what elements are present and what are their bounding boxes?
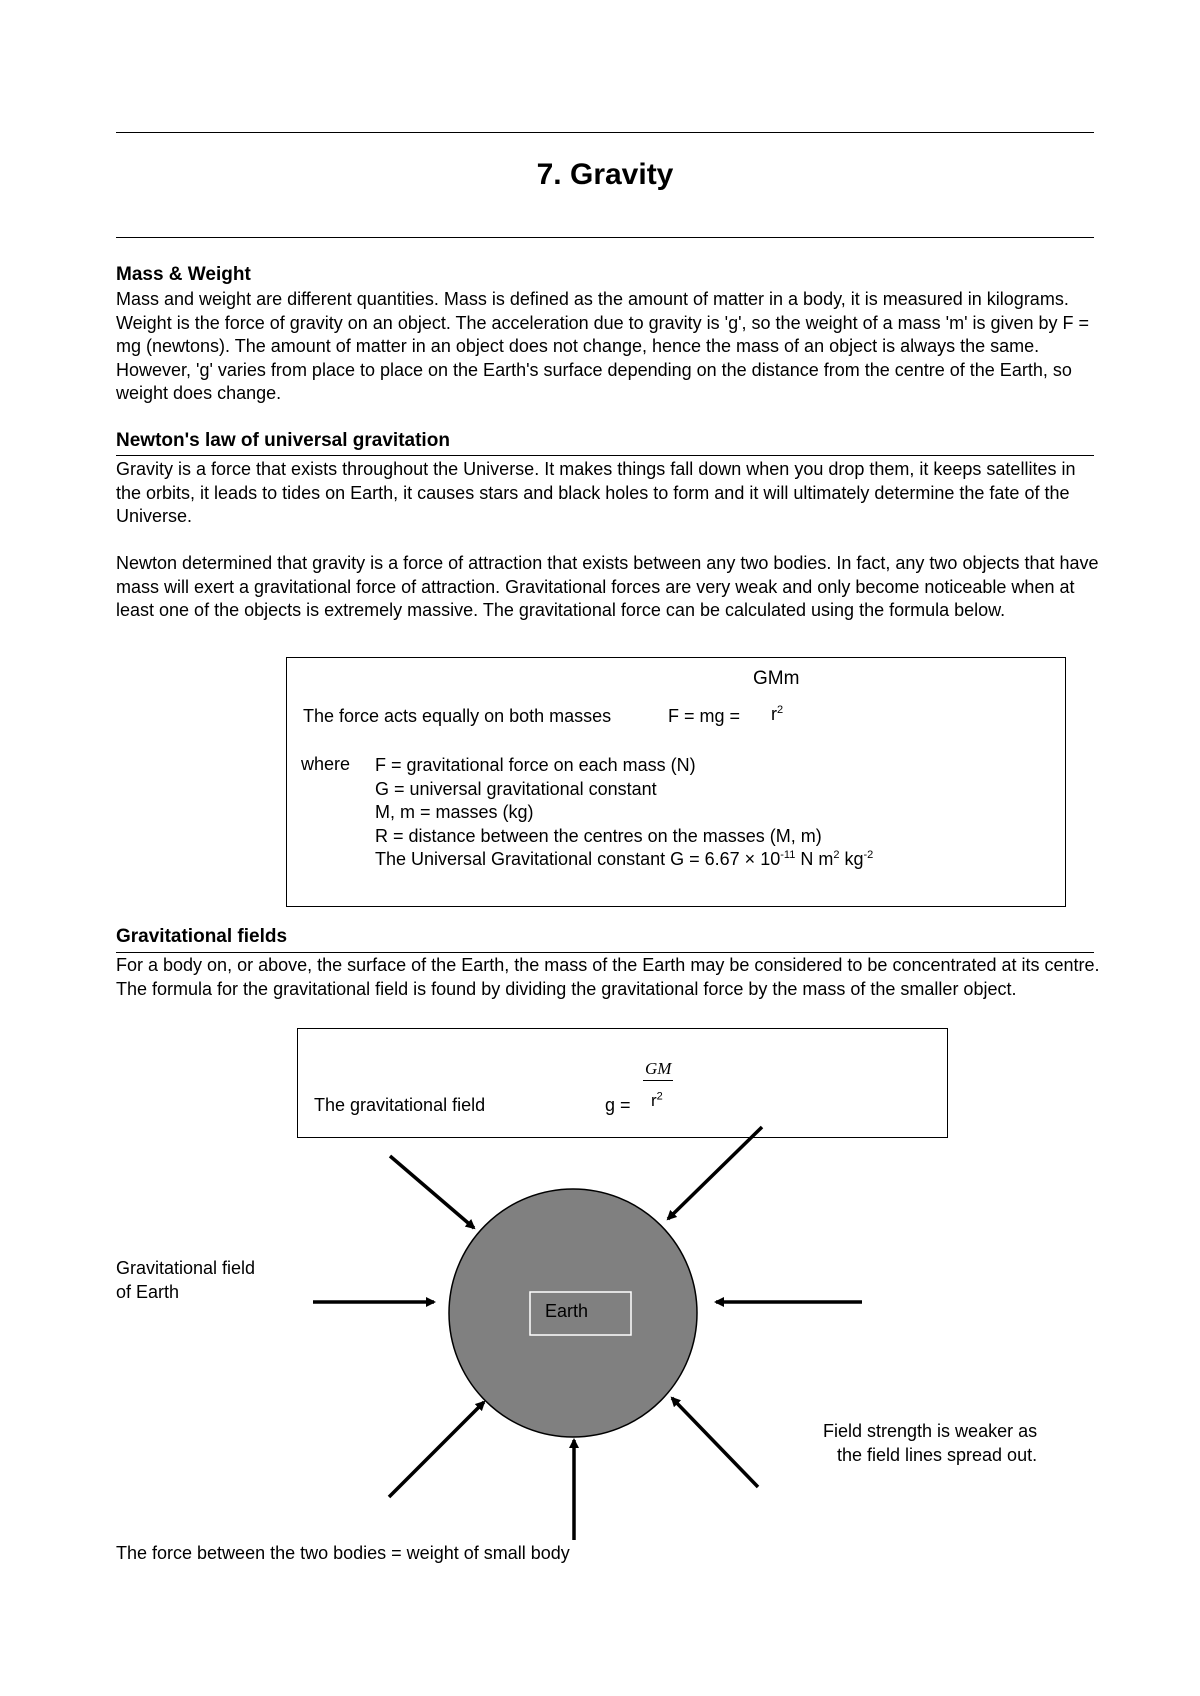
earth-label: Earth <box>545 1301 589 1321</box>
mass-weight-paragraph: Mass and weight are different quantities. Mass is defined as the amount of matter in a body, it is measured in kilograms. Weight is the force of gravity on an object. The acceleration due to gravity is 'g', so the weight of a mass 'm' is given by F = mg (newtons). The amount of matter in an object does not change, hence the mass of an object is always the same. However, 'g' varies from place to place on the Earth's surface depending on the distance from the centre of the Earth, so weight does change. <box>116 289 1090 403</box>
field-arrow <box>389 1402 484 1497</box>
fields-paragraph: For a body on, or above, the surface of the Earth, the mass of the Earth may be considered to be concentrated at its centre. The formula for the gravitational field is found by dividing the gravitational force by the mass of the smaller object. <box>116 955 1100 999</box>
field-g-label: g = <box>605 1095 631 1115</box>
constant-mid-2: kg <box>839 849 864 869</box>
field-label-line-1: Gravitational field <box>116 1258 256 1278</box>
constant-exp-1: -11 <box>780 849 796 861</box>
definition-item: M, m = masses (kg) <box>375 802 534 822</box>
where-label: where <box>301 754 351 774</box>
field-arrow <box>668 1127 762 1219</box>
gravitational-field-label <box>116 1257 255 1304</box>
formula-denominator-exp: 2 <box>777 704 784 716</box>
force-caption: The force between the two bodies = weight of small body <box>116 1543 570 1563</box>
formula-equation: F = mg = <box>668 706 741 726</box>
field-arrow <box>672 1398 758 1487</box>
field-numerator: GM <box>643 1059 673 1081</box>
page-title: 7. Gravity <box>536 158 674 191</box>
definition-item: G = universal gravitational constant <box>375 778 657 799</box>
field-denominator-exp: 2 <box>656 1090 663 1103</box>
newton-paragraph-2: Newton determined that gravity is a force of attraction that exists between any two bodies. In fact, any two objects that have mass will exert a gravitational force of attraction. Gravitational forces are very weak and only become noticeable when at least one of the objects is extremely massive. The gravitational force can be calculated using the formula below. <box>116 553 1099 620</box>
field-label: The gravitational field <box>314 1095 486 1115</box>
field-strength-line-1: Field strength is weaker as <box>823 1421 1038 1441</box>
constant-exp-2: 2 <box>833 849 840 861</box>
constant-prefix: The Universal Gravitational constant G = 6.67 × 10 <box>375 849 781 869</box>
field-denominator-base: r <box>651 1091 657 1110</box>
formula-denominator-base: r <box>771 704 777 724</box>
fields-heading: Gravitational fields <box>116 926 288 947</box>
newton-heading: Newton's law of universal gravitation <box>116 430 450 451</box>
definition-item: R = distance between the centres on the masses (M, m) <box>375 825 822 846</box>
constant-exp-3: -2 <box>863 849 874 861</box>
constant-mid: N m <box>795 849 834 869</box>
formula-statement: The force acts equally on both masses <box>303 706 612 726</box>
definition-item: F = gravitational force on each mass (N) <box>375 755 696 775</box>
newton-paragraph-1: Gravity is a force that exists throughout the Universe. It makes things fall down when you drop them, it keeps satellites in the orbits, it leads to tides on Earth, it causes stars and black holes to form and it will ultimately determine the fate of the Universe. <box>116 459 1076 526</box>
field-strength-line-2: the field lines spread out. <box>836 1444 1038 1465</box>
field-strength-note <box>823 1420 1037 1467</box>
mass-weight-heading: Mass & Weight <box>116 264 251 285</box>
formula-numerator: GMm <box>753 668 800 689</box>
field-arrow <box>390 1156 474 1228</box>
field-label-line-2: of Earth <box>116 1281 180 1302</box>
